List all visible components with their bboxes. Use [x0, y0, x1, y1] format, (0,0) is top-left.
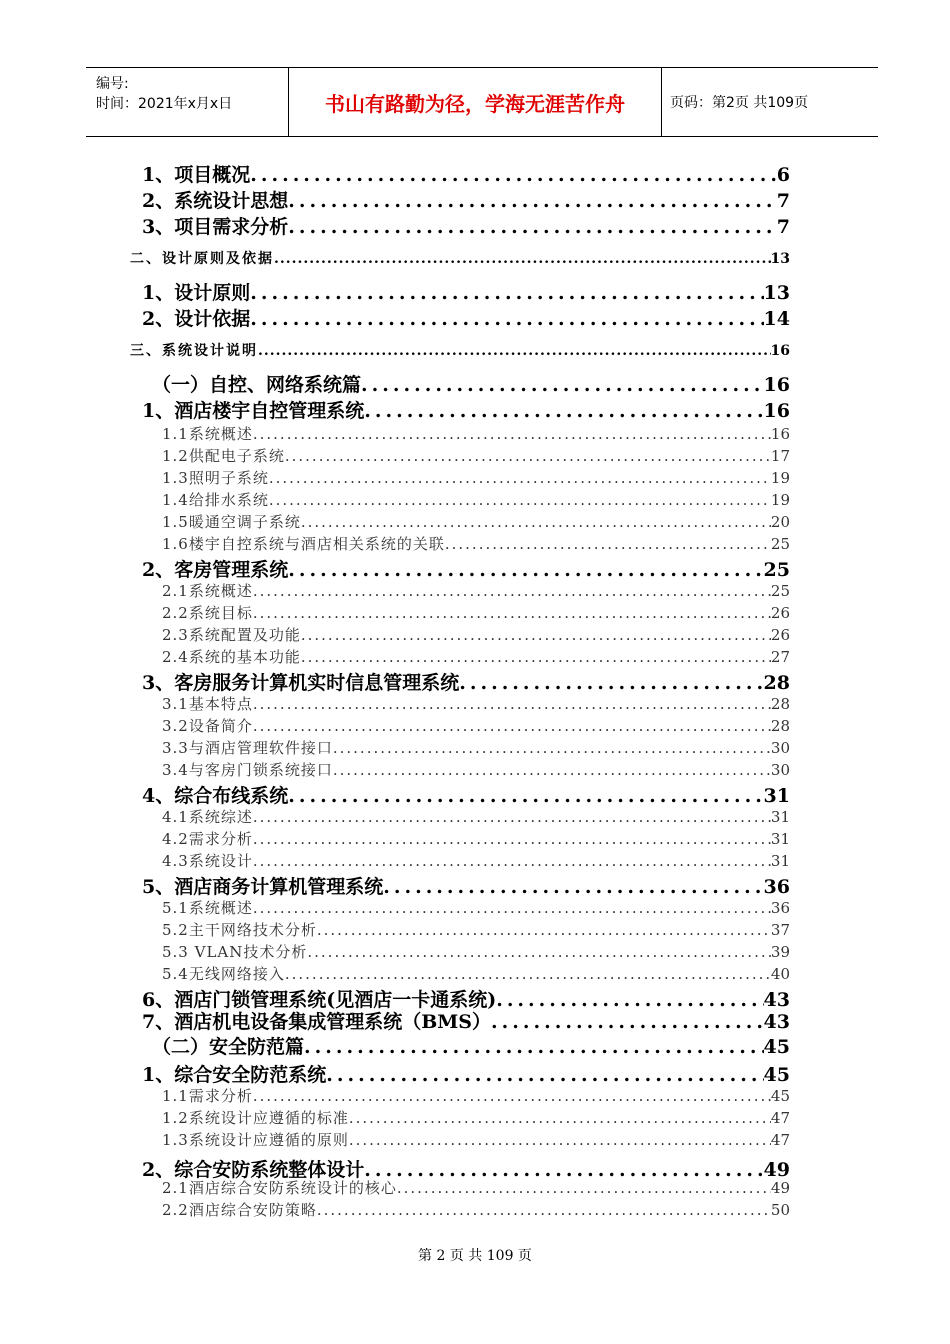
toc-entry[interactable] — [142, 396, 790, 422]
toc-entry[interactable] — [162, 580, 790, 602]
toc-leader-dots — [301, 626, 771, 644]
toc-leader-dots — [253, 582, 771, 600]
toc-leader-dots — [333, 739, 771, 757]
toc-leader-dots — [253, 852, 771, 870]
toc-entry-page: 17 — [770, 447, 790, 465]
toc-entry-title: 6、酒店门锁管理系统(见酒店一卡通系统) — [142, 989, 497, 1011]
toc-entry-title: 3.3与酒店管理软件接口 — [162, 739, 333, 757]
toc-entry-page: 7 — [776, 216, 790, 238]
toc-entry[interactable] — [142, 304, 790, 330]
toc-leader-dots — [349, 1131, 771, 1149]
toc-entry-page: 47 — [770, 1109, 790, 1127]
toc-entry[interactable] — [162, 1085, 790, 1107]
toc-entry-page: 31 — [770, 852, 790, 870]
toc-entry[interactable] — [130, 340, 790, 362]
toc-entry-page: 47 — [770, 1131, 790, 1149]
toc-entry[interactable] — [162, 489, 790, 511]
toc-entry[interactable] — [162, 828, 790, 850]
toc-entry-page: 31 — [770, 808, 790, 826]
toc-entry-title: 2.1酒店综合安防系统设计的核心 — [162, 1179, 397, 1197]
toc-entry-page: 36 — [763, 876, 790, 898]
toc-leader-dots — [445, 535, 771, 553]
header-motto: 书山有路勤为径，学海无涯苦作舟 — [288, 68, 662, 136]
toc-entry[interactable] — [162, 737, 790, 759]
toc-entry[interactable] — [162, 646, 790, 668]
toc-entry[interactable] — [162, 693, 790, 715]
toc-leader-dots — [250, 164, 777, 186]
toc-entry-title: 3、项目需求分析 — [142, 216, 289, 238]
toc-entry[interactable] — [162, 1199, 790, 1221]
toc-entry[interactable] — [162, 1107, 790, 1129]
toc-entry-title: 2.4系统的基本功能 — [162, 648, 301, 666]
toc-leader-dots — [253, 717, 771, 735]
toc-entry-page: 20 — [770, 513, 790, 531]
toc-entry-page: 16 — [763, 400, 790, 422]
toc-entry[interactable] — [162, 806, 790, 828]
toc-entry-page: 37 — [770, 921, 790, 939]
toc-entry-title: 5、酒店商务计算机管理系统 — [142, 876, 384, 898]
toc-entry-page: 45 — [763, 1064, 790, 1086]
toc-entry-title: 1.2系统设计应遵循的标准 — [162, 1109, 349, 1127]
toc-entry-title: 4、综合布线系统 — [142, 785, 289, 807]
toc-entry[interactable] — [152, 370, 790, 396]
toc-entry-title: 4.3系统设计 — [162, 852, 253, 870]
toc-entry-title: 2.2酒店综合安防策略 — [162, 1201, 317, 1219]
toc-entry-title: 3.1基本特点 — [162, 695, 253, 713]
toc-leader-dots — [288, 785, 763, 807]
toc-entry-page: 45 — [763, 1036, 790, 1058]
toc-entry-title: 1.3系统设计应遵循的原则 — [162, 1131, 349, 1149]
toc-leader-dots — [250, 282, 763, 304]
toc-entry-page: 16 — [770, 425, 790, 443]
toc-entry-page: 13 — [770, 251, 790, 267]
toc-leader-dots — [253, 1087, 771, 1105]
toc-entry-title: 3.2设备简介 — [162, 717, 253, 735]
toc-entry[interactable] — [162, 511, 790, 533]
toc-leader-dots — [250, 308, 763, 330]
toc-entry[interactable] — [162, 919, 790, 941]
toc-entry-page: 28 — [770, 695, 790, 713]
toc-entry-title: 1.6楼宇自控系统与酒店相关系统的关联 — [162, 535, 445, 553]
toc-entry-page: 14 — [763, 308, 790, 330]
toc-entry-title: 1、项目概况 — [142, 164, 251, 186]
toc-leader-dots — [383, 876, 763, 898]
toc-entry-page: 49 — [763, 1159, 790, 1181]
toc-entry[interactable] — [162, 533, 790, 555]
toc-entry[interactable] — [162, 467, 790, 489]
toc-entry-title: 3.4与客房门锁系统接口 — [162, 761, 333, 779]
toc-entry-page: 26 — [770, 626, 790, 644]
toc-entry[interactable] — [162, 941, 790, 963]
toc-entry-title: 1.3照明子系统 — [162, 469, 269, 487]
header-page-info: 页码：第2页 共109页 — [670, 95, 809, 111]
toc-entry[interactable] — [162, 963, 790, 985]
toc-entry-page: 49 — [770, 1179, 790, 1197]
toc-leader-dots — [285, 447, 771, 465]
toc-entry-page: 19 — [770, 469, 790, 487]
toc-entry-title: 1.4给排水系统 — [162, 491, 269, 509]
toc-leader-dots — [364, 400, 763, 422]
toc-leader-dots — [317, 921, 771, 939]
toc-entry-title: 2、客房管理系统 — [142, 559, 289, 581]
toc-entry-title: 1、综合安全防范系统 — [142, 1064, 327, 1086]
toc-entry-page: 13 — [763, 282, 790, 304]
toc-entry-page: 45 — [770, 1087, 790, 1105]
toc-entry-page: 25 — [763, 559, 790, 581]
toc-entry[interactable] — [142, 212, 790, 238]
toc-leader-dots — [274, 251, 771, 267]
toc-leader-dots — [397, 1179, 771, 1197]
toc-leader-dots — [349, 1109, 771, 1127]
toc-entry-page: 26 — [770, 604, 790, 622]
toc-entry-title: 2.1系统概述 — [162, 582, 253, 600]
toc-entry-title: 2.3系统配置及功能 — [162, 626, 301, 644]
toc-entry[interactable] — [142, 781, 790, 807]
number-label: 编号: — [96, 76, 129, 92]
toc-entry-title: 2、设计依据 — [142, 308, 251, 330]
toc-leader-dots — [491, 1011, 764, 1033]
toc-entry[interactable] — [142, 278, 790, 304]
toc-entry[interactable] — [162, 602, 790, 624]
toc-entry-page: 19 — [770, 491, 790, 509]
toc-entry[interactable] — [162, 423, 790, 445]
toc-entry-title: 4.1系统综述 — [162, 808, 253, 826]
toc-leader-dots — [253, 425, 771, 443]
toc-entry-title: 2、综合安防系统整体设计 — [142, 1159, 365, 1181]
toc-entry[interactable] — [152, 1032, 790, 1058]
page-footer: 第 2 页 共 109 页 — [418, 1248, 532, 1264]
toc-leader-dots — [253, 808, 771, 826]
toc-entry-page: 40 — [770, 965, 790, 983]
toc-entry[interactable] — [162, 850, 790, 872]
toc-leader-dots — [288, 216, 777, 238]
toc-entry-page: 36 — [770, 899, 790, 917]
toc-entry-title: 1.1需求分析 — [162, 1087, 253, 1105]
toc-entry-title: （二）安全防范篇 — [152, 1036, 305, 1058]
toc-entry-title: 4.2需求分析 — [162, 830, 253, 848]
toc-entry[interactable] — [162, 1129, 790, 1151]
toc-leader-dots — [253, 695, 771, 713]
toc-entry[interactable] — [142, 1007, 790, 1033]
toc-leader-dots — [301, 513, 771, 531]
toc-entry-page: 43 — [763, 1011, 790, 1033]
toc-leader-dots — [459, 672, 763, 694]
toc-leader-dots — [333, 761, 771, 779]
toc-entry-page: 16 — [763, 374, 790, 396]
toc-leader-dots — [285, 965, 771, 983]
toc-entry-title: 1.5暖通空调子系统 — [162, 513, 301, 531]
toc-leader-dots — [253, 830, 771, 848]
toc-entry-page: 43 — [763, 989, 790, 1011]
toc-entry-title: 1.1系统概述 — [162, 425, 253, 443]
toc-leader-dots — [253, 604, 771, 622]
toc-entry-title: 2.2系统目标 — [162, 604, 253, 622]
toc-entry-title: 1、酒店楼宇自控管理系统 — [142, 400, 365, 422]
toc-entry[interactable] — [162, 445, 790, 467]
toc-entry-title: 三、系统设计说明 — [130, 343, 258, 359]
toc-entry[interactable] — [142, 186, 790, 212]
toc-entry-title: 二、设计原则及依据 — [130, 251, 274, 267]
toc-entry-page: 39 — [770, 943, 790, 961]
toc-entry[interactable] — [162, 624, 790, 646]
toc-leader-dots — [269, 491, 771, 509]
toc-entry-page: 16 — [770, 343, 790, 359]
toc-entry-page: 25 — [770, 535, 790, 553]
toc-entry[interactable] — [142, 1060, 790, 1086]
toc-leader-dots — [258, 343, 771, 359]
toc-leader-dots — [307, 943, 771, 961]
toc-entry-title: 2、系统设计思想 — [142, 190, 289, 212]
toc-entry[interactable] — [142, 160, 790, 186]
toc-leader-dots — [326, 1064, 763, 1086]
toc-entry-title: 5.1系统概述 — [162, 899, 253, 917]
toc-entry-page: 6 — [776, 164, 790, 186]
toc-entry[interactable] — [162, 897, 790, 919]
toc-entry[interactable] — [162, 1177, 790, 1199]
toc-entry-title: 5.3 VLAN技术分析 — [162, 943, 308, 961]
toc-leader-dots — [253, 899, 771, 917]
toc-entry[interactable] — [162, 759, 790, 781]
toc-entry[interactable] — [142, 872, 790, 898]
toc-entry-page: 25 — [770, 582, 790, 600]
toc-entry[interactable] — [130, 248, 790, 270]
toc-entry[interactable] — [142, 668, 790, 694]
toc-entry-page: 28 — [770, 717, 790, 735]
toc-entry-page: 31 — [770, 830, 790, 848]
toc-entry-title: 1、设计原则 — [142, 282, 251, 304]
toc-entry-page: 30 — [770, 739, 790, 757]
toc-entry-title: 7、酒店机电设备集成管理系统（BMS） — [142, 1011, 492, 1033]
toc-entry-page: 31 — [763, 785, 790, 807]
toc-leader-dots — [301, 648, 771, 666]
toc-entry-title: 5.2主干网络技术分析 — [162, 921, 317, 939]
toc-entry-page: 28 — [763, 672, 790, 694]
toc-entry[interactable] — [162, 715, 790, 737]
toc-entry-page: 30 — [770, 761, 790, 779]
toc-entry-title: （一）自控、网络系统篇 — [152, 374, 362, 396]
toc-entry[interactable] — [142, 555, 790, 581]
toc-leader-dots — [317, 1201, 771, 1219]
toc-entry-title: 1.2供配电子系统 — [162, 447, 285, 465]
toc-entry-page: 27 — [770, 648, 790, 666]
toc-leader-dots — [288, 190, 777, 212]
time-label: 时间：2021年x月x日 — [96, 96, 233, 112]
toc-leader-dots — [288, 559, 763, 581]
toc-leader-dots — [304, 1036, 764, 1058]
toc-entry-title: 3、客房服务计算机实时信息管理系统 — [142, 672, 460, 694]
toc-entry-title: 5.4无线网络接入 — [162, 965, 285, 983]
toc-leader-dots — [269, 469, 771, 487]
toc-entry-page: 50 — [770, 1201, 790, 1219]
toc-leader-dots — [361, 374, 764, 396]
toc-entry-page: 7 — [776, 190, 790, 212]
